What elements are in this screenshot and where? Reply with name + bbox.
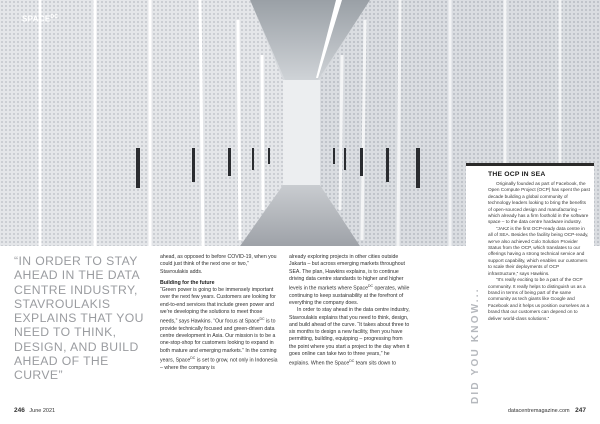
column2-para1-part-1: already exploring projects in other cities outside Jakarta – but across emerging markets throughout SEA. The plan, Hawkins explains, is to continue driving data centre standards to higher and higher levels in the markets where Space bbox=[289, 254, 405, 292]
right-page-number: 247 bbox=[575, 407, 586, 414]
column1-intro: ahead, as opposed to before COVID-19, when you could just think of the next one or two,” Stavroulakis adds. bbox=[160, 254, 277, 275]
did-you-know-sidebar bbox=[466, 163, 594, 404]
column2-sup-2: DC bbox=[349, 359, 355, 364]
sidebar-paragraph-2: “JAKZ is the first OCP-ready data centre in all of SEA. Besides the facility being OCP-ready, we’ve also achieved Colo Solution Provider Status from the OCP, which translates to our offerings having a strong technical service and support capability, which enables our customers to scale their deployments of OCP infrastructure,” says Hawkins. bbox=[488, 225, 589, 276]
magazine-section-label bbox=[22, 14, 58, 24]
sidebar-paragraph-3: “It’s really exciting to be a part of the OCP community. It really helps to distinguish us as a brand in terms of being part of the same community as tech giants like Google and Facebook and it helps us position ourselves as a brand that our customers can depend on to deliver world-class solutions.” bbox=[488, 277, 590, 321]
magazine-label-text: SPACE bbox=[22, 14, 51, 24]
website-url: datacentremagazine.com bbox=[507, 408, 570, 414]
column1-subheading: Building for the future bbox=[160, 279, 215, 286]
column1-para-part-1: “Green power is going to be immensely important over the next few years. Customers are looking for end-to-end services that include green power and we’re developing the solutions to meet those needs,” says Hawkins. “Our focus at Space bbox=[160, 287, 276, 325]
sidebar-vertical-label: DID YOU KNOW... bbox=[470, 287, 481, 404]
footer-right bbox=[508, 407, 586, 414]
column1-para-part-2: is to provide technically focused and green-driven data centre development in Asia. Our mission is to be a one-stop-shop for customers looking to expand in both mature and emerging markets.” In the coming years, Space bbox=[160, 318, 277, 364]
column2-paragraph-2 bbox=[289, 307, 411, 368]
sidebar-title: THE OCP IN SEA bbox=[488, 171, 546, 178]
column2-para1-part-2: operates, while continuing to keep sustainability at the forefront of everything the company does. bbox=[289, 285, 410, 307]
column1-paragraph bbox=[160, 287, 278, 372]
pull-quote: “IN ORDER TO STAY AHEAD IN THE DATA CENTRE INDUSTRY, STAVROULAKIS EXPLAINS THAT YOU NEED TO THINK, DESIGN, AND BUILD AHEAD OF THE CURVE” bbox=[14, 254, 144, 383]
magazine-label-sup: DC bbox=[50, 14, 59, 20]
sidebar-body bbox=[488, 181, 590, 322]
column1-sup-2: DC bbox=[190, 355, 196, 360]
body-column-1 bbox=[160, 254, 278, 372]
issue-date: June 2021 bbox=[29, 408, 56, 414]
column1-para-part-3: is set to grow, not only in Indonesia – where the company is bbox=[160, 357, 278, 371]
column1-sup-1: DC bbox=[259, 317, 265, 321]
column2-para2-part-2: team sits down to bbox=[354, 360, 397, 367]
left-page-number: 246 bbox=[14, 407, 25, 414]
column2-para2-part-1: In order to stay ahead in the data centre industry, Stavroulakis explains that you need to think, design, and build ahead of the curve. “It takes about three to six months to design a new facility, then you have permitting, building, equipping – progressing from the point where you start a project to the day when it goes online can take two to three years,” he explains. When the Space bbox=[289, 307, 410, 367]
body-column-2 bbox=[289, 254, 411, 368]
column2-sup-1: DC bbox=[368, 284, 374, 288]
sidebar-paragraph-1: Originally founded as part of Facebook, the Open Compute Project (OCP) has spent the past decade building a global community of technology leaders looking to bring the benefits of open-sourced design and manufacturing – which already has a firm foothold in the software space – to the data centre hardware industry. bbox=[488, 181, 590, 225]
column2-paragraph-1 bbox=[289, 254, 411, 307]
footer-left bbox=[14, 407, 55, 414]
